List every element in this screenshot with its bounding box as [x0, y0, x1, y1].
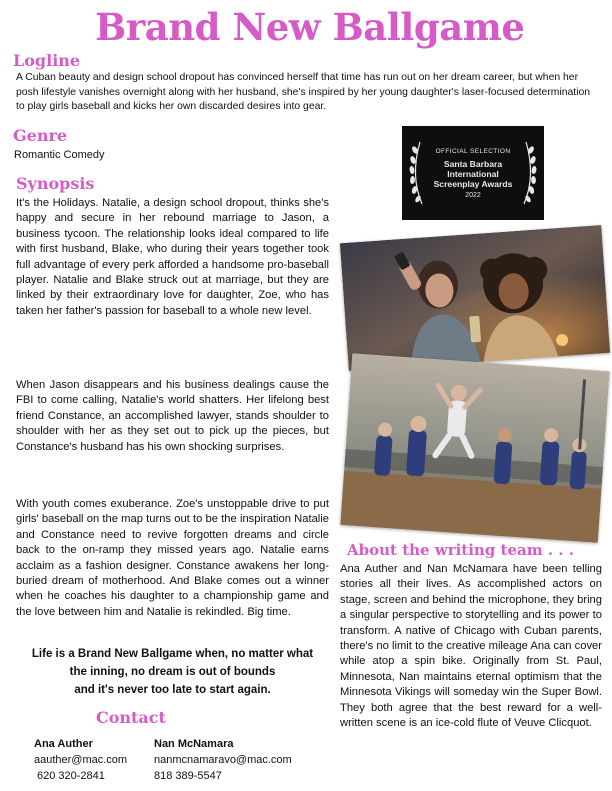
baseball-illustration: [340, 353, 609, 543]
contact-name: Ana Auther: [34, 738, 93, 750]
award-festival: Santa Barbara International Screenplay Awards: [433, 159, 513, 189]
contact-card-nan: [154, 736, 292, 784]
award-year: 2022: [465, 192, 481, 199]
logline-heading: Logline: [13, 51, 81, 70]
contact-phone: 818 389-5547: [154, 770, 222, 782]
genre-text: Romantic Comedy: [14, 149, 105, 161]
about-heading: About the writing team . . .: [347, 541, 574, 559]
logline-text: A Cuban beauty and design school dropout has convinced herself that time has run out on her dream career, but when her posh lifestyle vanishes overnight along with her husband, she's inspired by her young daughter's laser-focused determination to play girls baseball and kicks her own discarded desires into gear.: [16, 72, 591, 112]
about-text: Ana Auther and Nan McNamara have been telling stories all their lives. As accomplished actors on stage, screen and behind the microphone, they bring a singular perspective to storytelling and its power to transform. A native of Chicago with Cuban parents, there's no limit to the creative mileage Ana can cover while atop a spin bike. Originally from St. Paul, Minnesota, Nan maintains eternal optimism that the Minnesota Vikings will someday win the Super Bowl. They both agree that the best reward for a well-written scene is an ice-cold flute of Veuve Clicquot.: [340, 563, 602, 730]
contact-name: Nan McNamara: [154, 738, 234, 750]
selfie-photo: [340, 225, 610, 371]
selfie-illustration: [340, 225, 610, 371]
award-selection: OFFICIAL SELECTION: [435, 148, 511, 155]
page-title: Brand New Ballgame: [95, 5, 525, 49]
award-badge: [402, 126, 544, 220]
contact-email[interactable]: aauther@mac.com: [34, 754, 128, 766]
synopsis-paragraph: It's the Holidays. Natalie, a design school dropout, thinks she's happy and secure in her rebound marriage to Jason, a business tycoon. The relationship looks ideal compared to life with first husband, Blake, who during their years together took full advantage of every perk afforded a handsome pro-baseball player. Natalie and Blake struck out at marriage, but they are linked by their extraordinary love for daughter, Zoe, who has taken her father's passion for baseball to a whole new level.: [16, 197, 329, 317]
synopsis-heading: Synopsis: [16, 174, 95, 193]
tagline-line: and it's never too late to start again.: [74, 684, 271, 696]
contact-phone: 620 320-2841: [37, 770, 105, 782]
tagline-line: the inning, no dream is out of bounds: [69, 666, 276, 678]
tagline-line: Life is a Brand New Ballgame when, no matter what: [31, 648, 314, 660]
genre-heading: Genre: [13, 126, 68, 145]
laurel-icon: [520, 136, 538, 208]
tagline: [16, 645, 329, 699]
contact-email[interactable]: nanmcnamaravo@mac.com: [154, 754, 292, 766]
contact-heading: Contact: [96, 708, 166, 727]
contact-card-ana: [34, 736, 127, 784]
synopsis-paragraph: When Jason disappears and his business dealings cause the FBI to come calling, Natalie's world shatters. Her lifelong best friend Constance, an accomplished lawyer, stands shoulder to shoulder with her as they set out to pick up the pieces, but Constance's husband has his own shocking surprises.: [16, 379, 329, 453]
baseball-photo: [340, 353, 609, 543]
synopsis-paragraph: With youth comes exuberance. Zoe's unstoppable drive to put girls' baseball on the map turns out to be the inspiration Natalie and Constance need to revive forgotten dreams and circle back to the on-ramp they missed years ago. Natalie earns acclaim as a fashion designer. Constance awakens her long-buried dream of motherhood. And Blake comes out a winner when he coaches his daughter to a championship game and the love between him and Natalie is rekindled. Big time.: [16, 498, 329, 618]
